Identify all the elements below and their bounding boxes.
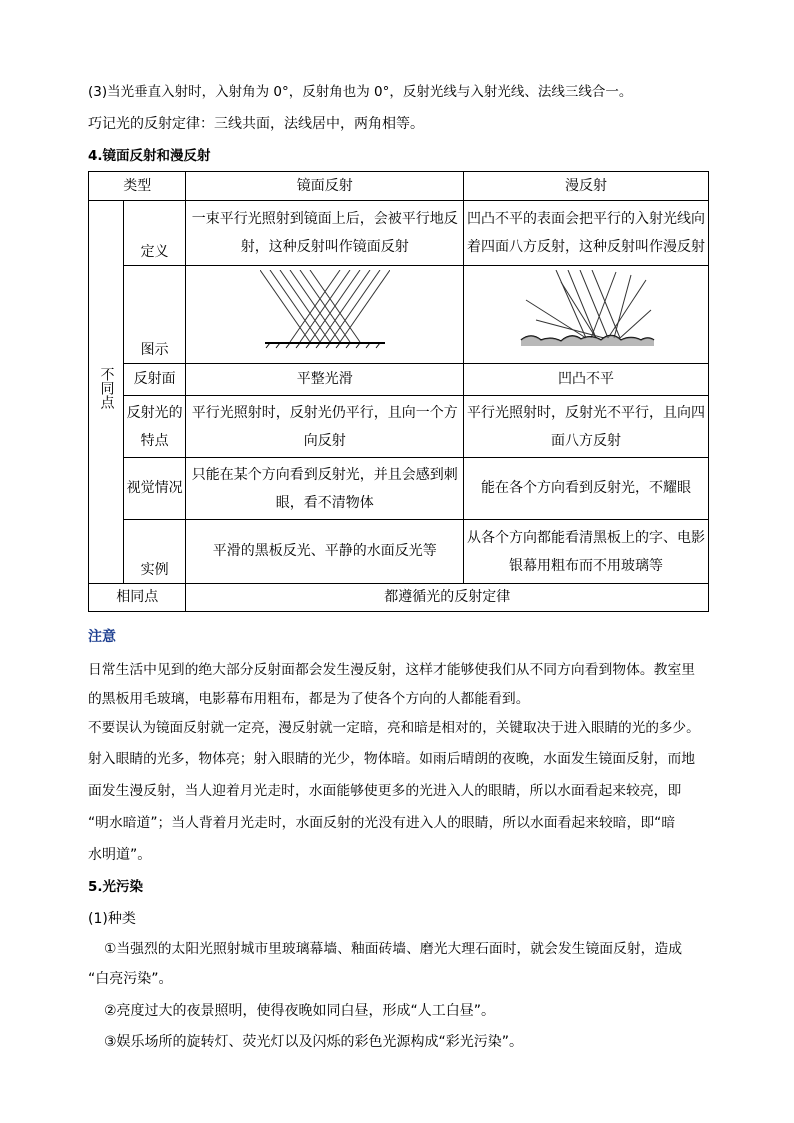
diff-group-label: 不同点: [98, 366, 115, 409]
definition-diffuse: 凹凸不平的表面会把平行的入射光线向着四面八方反射，这种反射叫作漫反射: [464, 201, 709, 266]
note-p2-line5: 水明道”。: [88, 847, 152, 863]
row-label-same: 相同点: [89, 584, 186, 612]
note-p2-line2: 射入眼睛的光多，物体亮；射入眼睛的光少，物体暗。如雨后晴朗的夜晚，水面发生镜面反射，而地: [88, 751, 696, 767]
reflection-comparison-table: [88, 171, 709, 612]
diff-group-cell: [89, 201, 124, 584]
example-diffuse: 从各个方向都能看清黑板上的字、电影银幕用粗布而不用玻璃等: [464, 520, 709, 584]
subsection-types: (1)种类: [88, 911, 136, 927]
row-label-vision: 视觉情况: [123, 458, 186, 520]
figure-mirror-cell: [186, 266, 464, 364]
text-line-1: (3)当光垂直入射时，入射角为 0°，反射角也为 0°，反射光线与入射光线、法线三线合一。: [88, 84, 633, 100]
note-title: 注意: [88, 629, 116, 645]
item-3: ③娱乐场所的旋转灯、荧光灯以及闪烁的彩色光源构成“彩光污染”。: [104, 1034, 524, 1050]
section-heading-4: 4.镜面反射和漫反射: [88, 148, 211, 164]
surface-diffuse: 凹凸不平: [464, 364, 709, 396]
row-label-surface: 反射面: [123, 364, 186, 396]
note-p2-line4: “明水暗道”；当人背着月光走时，水面反射的光没有进入人的眼睛，所以水面看起来较暗，即“暗: [88, 815, 676, 831]
note-p1-line1: 日常生活中见到的绝大部分反射面都会发生漫反射，这样才能够使我们从不同方向看到物体。教室里: [88, 662, 696, 678]
light-mirror: 平行光照射时，反射光仍平行，且向一个方向反射: [186, 396, 464, 458]
section-heading-5: 5.光污染: [88, 879, 144, 895]
header-diffuse: 漫反射: [464, 172, 709, 201]
diffuse-reflection-figure: [516, 270, 656, 350]
item-2: ②亮度过大的夜景照明，使得夜晚如同白昼，形成“人工白昼”。: [104, 1003, 496, 1019]
note-p2-line1: 不要误认为镜面反射就一定亮，漫反射就一定暗，亮和暗是相对的，关键取决于进入眼睛的光的多少。: [88, 720, 700, 736]
example-mirror: 平滑的黑板反光、平静的水面反光等: [186, 520, 464, 584]
header-mirror: 镜面反射: [186, 172, 464, 201]
mirror-reflection-figure: [260, 270, 390, 350]
row-label-light: 反射光的特点: [123, 396, 186, 458]
definition-mirror: 一束平行光照射到镜面上后，会被平行地反射，这种反射叫作镜面反射: [186, 201, 464, 266]
text-line-2: 巧记光的反射定律：三线共面，法线居中，两角相等。: [88, 116, 424, 132]
vision-diffuse: 能在各个方向看到反射光，不耀眼: [464, 458, 709, 520]
note-p2-line3: 面发生漫反射，当人迎着月光走时，水面能够使更多的光进入人的眼睛，所以水面看起来较亮，即: [88, 783, 682, 799]
vision-mirror: 只能在某个方向看到反射光，并且会感到刺眼，看不清物体: [186, 458, 464, 520]
light-diffuse: 平行光照射时，反射光不平行，且向四面八方反射: [464, 396, 709, 458]
row-label-figure: 图示: [123, 266, 186, 364]
header-type: 类型: [89, 172, 186, 201]
figure-diffuse-cell: [464, 266, 709, 364]
row-label-definition: 定义: [123, 201, 186, 266]
same-content: 都遵循光的反射定律: [186, 584, 709, 612]
item-1-line1: ①当强烈的太阳光照射城市里玻璃幕墙、釉面砖墙、磨光大理石面时，就会发生镜面反射，造成: [104, 941, 683, 957]
item-1-line2: “白亮污染”。: [88, 971, 173, 987]
note-p1-line2: 的黑板用毛玻璃，电影幕布用粗布，都是为了使各个方向的人都能看到。: [88, 691, 530, 707]
surface-mirror: 平整光滑: [186, 364, 464, 396]
row-label-example: 实例: [123, 520, 186, 584]
